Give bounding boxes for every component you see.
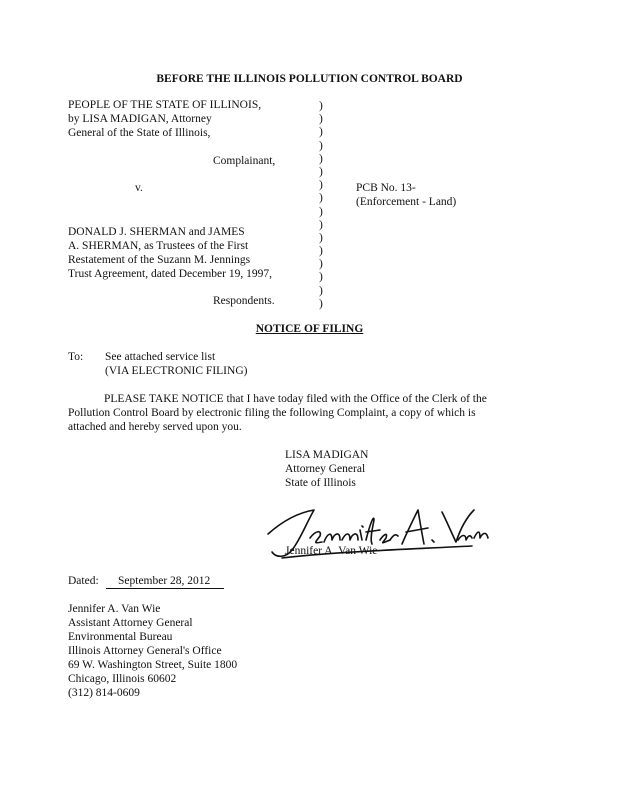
respondent-line: A. SHERMAN, as Trustees of the First — [68, 240, 249, 252]
complainant-line: by LISA MADIGAN, Attorney — [68, 113, 212, 125]
notice-body-line: attached and hereby served upon you. — [68, 421, 242, 433]
paren: ) — [319, 297, 323, 310]
contact-line: Environmental Bureau — [68, 631, 173, 643]
paren: ) — [319, 152, 323, 165]
notice-body-line: Pollution Control Board by electronic filing the following Complaint, a copy of which is — [68, 407, 476, 419]
paren: ) — [319, 218, 323, 231]
respondent-label: Respondents. — [213, 295, 275, 307]
paren: ) — [319, 284, 323, 297]
contact-line: Jennifer A. Van Wie — [68, 603, 161, 615]
case-number: PCB No. 13- — [356, 182, 416, 194]
paren: ) — [319, 245, 323, 258]
signatory-state: State of Illinois — [285, 477, 356, 489]
paren: ) — [319, 126, 323, 139]
contact-line: Chicago, Illinois 60602 — [68, 673, 177, 685]
paren: ) — [319, 271, 323, 284]
to-label: To: — [68, 351, 84, 363]
paren: ) — [319, 165, 323, 178]
versus: v. — [135, 182, 143, 194]
contact-line: Assistant Attorney General — [68, 617, 193, 629]
contact-line: 69 W. Washington Street, Suite 1800 — [68, 659, 238, 671]
to-line: (VIA ELECTRONIC FILING) — [105, 365, 248, 377]
respondent-line: DONALD J. SHERMAN and JAMES — [68, 226, 245, 238]
dated-value: September 28, 2012 — [106, 574, 224, 589]
paren: ) — [319, 258, 323, 271]
dated-label: Dated: — [68, 575, 99, 587]
to-line: See attached service list — [105, 351, 216, 363]
complainant-line: PEOPLE OF THE STATE OF ILLINOIS, — [68, 99, 262, 111]
case-type: (Enforcement - Land) — [356, 196, 457, 208]
paren: ) — [319, 113, 323, 126]
paren: ) — [319, 179, 323, 192]
complainant-label: Complainant, — [213, 155, 276, 167]
respondent-line: Trust Agreement, dated December 19, 1997, — [68, 268, 272, 280]
caption-parens — [319, 100, 323, 311]
board-title: BEFORE THE ILLINOIS POLLUTION CONTROL BOARD — [156, 73, 463, 85]
contact-line: (312) 814-0609 — [68, 687, 140, 699]
signatory-typed-name: Jennifer A. Van Wie — [285, 545, 378, 557]
paren: ) — [319, 100, 323, 112]
contact-line: Illinois Attorney General's Office — [68, 645, 222, 657]
complainant-line: General of the State of Illinois, — [68, 127, 211, 139]
signatory-name: LISA MADIGAN — [285, 449, 369, 461]
respondent-line: Restatement of the Suzann M. Jennings — [68, 254, 251, 266]
paren: ) — [319, 231, 323, 244]
signatory-title: Attorney General — [285, 463, 366, 475]
notice-title: NOTICE OF FILING — [255, 323, 364, 335]
paren: ) — [319, 192, 323, 205]
paren: ) — [319, 139, 323, 152]
notice-body-line: PLEASE TAKE NOTICE that I have today filed with the Office of the Clerk of the — [104, 393, 487, 405]
paren: ) — [319, 205, 323, 218]
